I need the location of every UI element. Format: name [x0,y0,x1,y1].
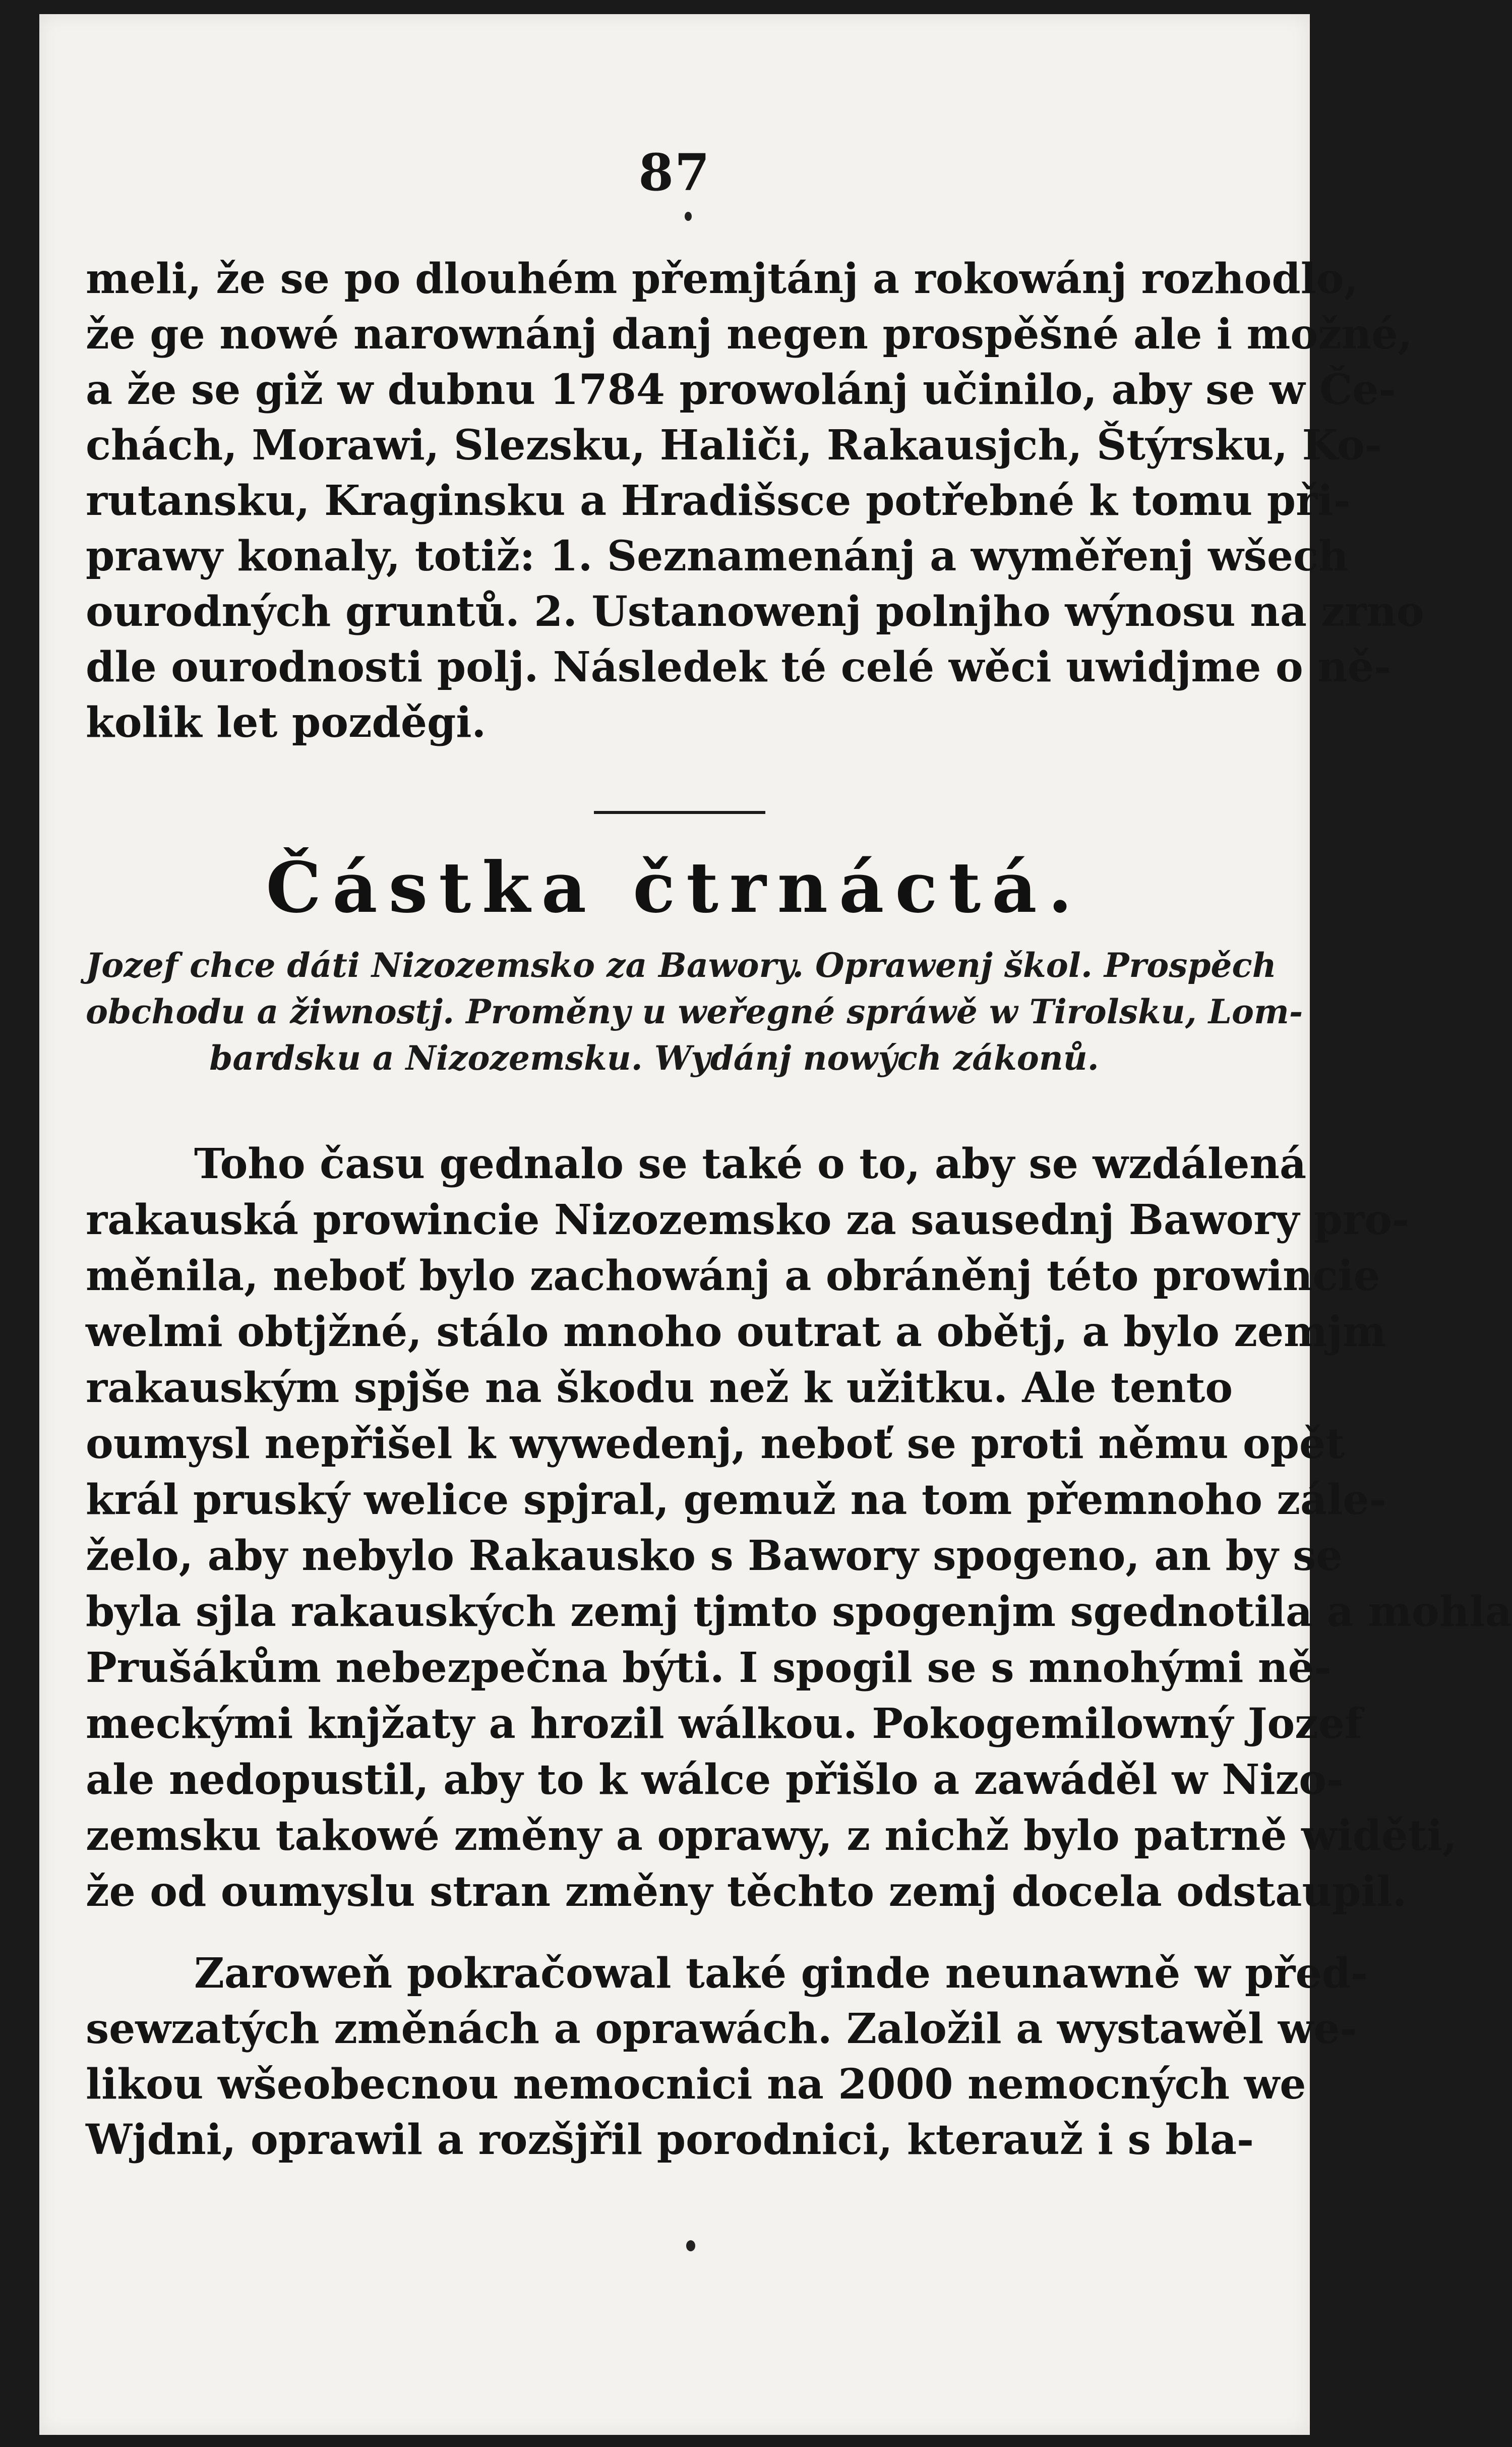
ink-dot [686,2240,695,2251]
summary-line: obchodu a žiwnostj. Proměny u weřegné spráwě w Tirolsku, Lom- [86,992,1303,1031]
text-line: že ge nowé narownánj danj negen prospěšné ale i možné, [86,310,1413,359]
text-line: rakauská prowincie Nizozemsko za sausednj Bawory pro- [86,1196,1410,1244]
page-number: 87 [638,143,711,202]
ink-dot [685,212,692,221]
paragraph-1 [86,251,1424,750]
text-line: sewzatých změnách a oprawách. Založil a wystawěl we- [86,2005,1357,2053]
section-summary [86,942,1303,1081]
text-line: Prušákům nebezpečna býti. I spogil se s mnohými ně- [86,1644,1332,1692]
text-line: Toho času gednalo se také o to, aby se wzdálená [194,1140,1307,1188]
text-line: Wjdni, oprawil a rozšjřil porodnici, kterauž i s bla- [86,2116,1254,2164]
paragraph-3 [86,1946,1368,2168]
text-line: zemsku takowé změny a oprawy, z nichž bylo patrně widěti, [86,1812,1457,1860]
book-page [39,14,1512,2435]
text-line: welmi obtjžné, stálo mnoho outrat a obětj, a bylo zemjm [86,1308,1386,1356]
text-line: byla sjla rakauských zemj tjmto spogenjm sgednotila a mohla [86,1588,1512,1636]
section-heading: Částka čtrnáctá. [266,846,1083,928]
text-line: měnila, neboť bylo zachowánj a obráněnj této prowincie [86,1252,1380,1300]
text-line: Zaroweň pokračowal také ginde neunawně w před- [194,1949,1368,1998]
text-line: meli, že se po dlouhém přemjtánj a rokowánj rozhodlo, [86,255,1359,303]
text-line: že od oumyslu stran změny těchto zemj docela odstaupil. [86,1868,1407,1916]
summary-line: bardsku a Nizozemsku. Wydánj nowých zákonů. [209,1038,1099,1078]
text-line: rutansku, Kraginsku a Hradišsce potřebné k tomu při- [86,477,1351,525]
section-divider [594,811,765,814]
text-line: ale nedopustil, aby to k wálce přišlo a zawáděl w Nizo- [86,1756,1344,1804]
text-line: likou wšeobecnou nemocnici na 2000 nemocných we [86,2060,1306,2109]
text-line: meckými knjžaty a hrozil wálkou. Pokogemilowný Jozef [86,1700,1363,1748]
text-line: želo, aby nebylo Rakausko s Bawory spogeno, an by se [86,1532,1343,1580]
text-line: chách, Morawi, Slezsku, Haliči, Rakausjch, Štýrsku, Ko- [86,421,1382,470]
text-line: a že se giž w dubnu 1784 prowolánj učinilo, aby se w Če- [86,366,1396,414]
text-line: prawy konaly, totiž: 1. Seznamenánj a wyměřenj wšech [86,532,1349,580]
text-line: král pruský welice spjral, gemuž na tom přemnoho zále- [86,1476,1386,1524]
text-line: dle ourodnosti polj. Následek té celé wěci uwidjme o ně- [86,643,1392,691]
text-line: oumysl nepřišel k wywedenj, neboť se proti němu opět [86,1420,1345,1468]
text-line: kolik let pozděgi. [86,698,487,747]
summary-line: Jozef chce dáti Nizozemsko za Bawory. Oprawenj škol. Prospěch [86,946,1277,985]
text-line: ourodných gruntů. 2. Ustanowenj polnjho wýnosu na zrno [86,588,1424,636]
paragraph-2 [86,1136,1512,1920]
text-line: rakauským spjše na škodu než k užitku. Ale tento [86,1364,1233,1412]
